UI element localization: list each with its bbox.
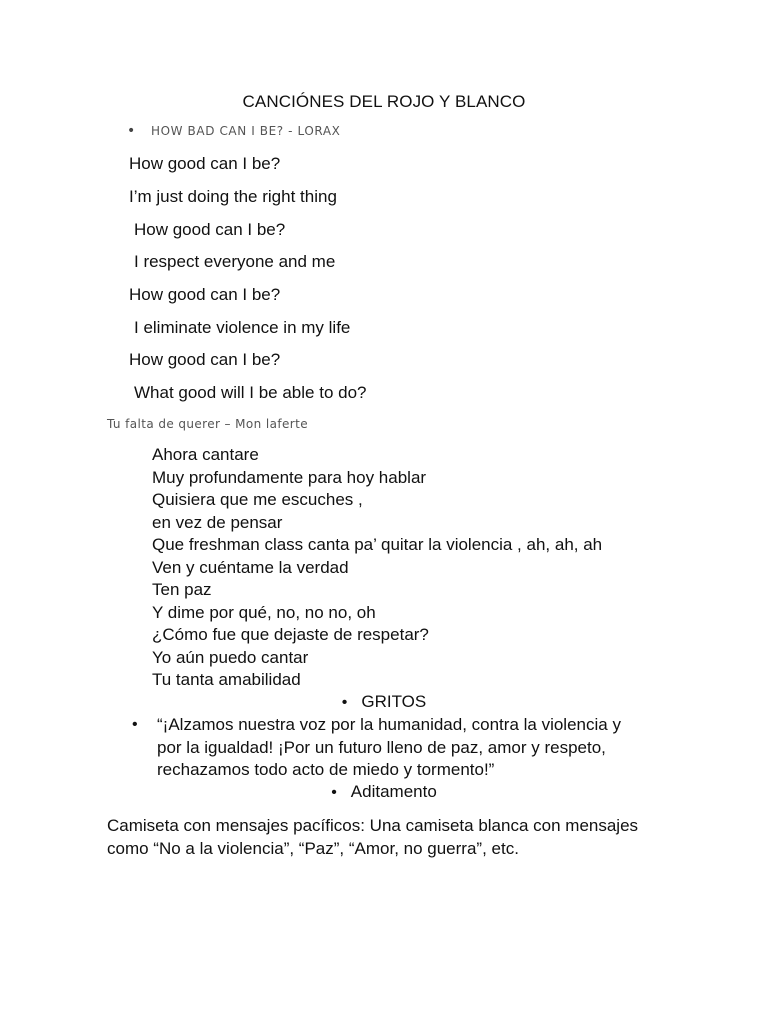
aditamento-heading <box>0 782 768 802</box>
gritos-heading <box>0 692 768 712</box>
song1-line: I respect everyone and me <box>134 252 336 271</box>
song2-stanza <box>152 444 602 692</box>
song1-line: How good can I be? <box>129 350 281 369</box>
song1-line: What good will I be able to do? <box>134 383 367 402</box>
song1-line: I’m just doing the right thing <box>129 187 337 206</box>
song1-heading-text: HOW BAD CAN I BE? - LORAX <box>151 124 341 138</box>
gritos-item <box>130 714 650 782</box>
song1-line: I eliminate violence in my life <box>134 318 351 337</box>
song1-heading <box>127 123 341 139</box>
aditamento-text: Camiseta con mensajes pacíficos: Una camiseta blanca con mensajes como “No a la violencia”, “Paz”, “Amor, no guerra”, etc. <box>107 816 639 858</box>
song2-line: Yo aún puedo cantar <box>152 647 309 667</box>
song2-line: Tu tanta amabilidad <box>152 670 301 689</box>
song2-line: ¿Cómo fue que dejaste de respetar? <box>152 625 429 644</box>
bullet-icon: • <box>132 716 138 733</box>
song2-heading: Tu falta de querer – Mon laferte <box>107 417 308 431</box>
bullet-icon: • <box>127 123 136 139</box>
song2-line: en vez de pensar <box>152 512 283 532</box>
gritos-text: “¡Alzamos nuestra voz por la humanidad, contra la violencia y por la igualdad! ¡Por un futuro lleno de paz, amor y respeto, rechazamos todo acto de miedo y tormento!” <box>157 715 621 779</box>
song2-line: Muy profundamente para hoy hablar <box>152 467 427 487</box>
aditamento-heading-text: Aditamento <box>350 782 437 801</box>
song1-line: How good can I be? <box>129 285 281 304</box>
bullet-icon: • <box>341 694 348 711</box>
song2-line: Ten paz <box>152 580 212 599</box>
song1-line: How good can I be? <box>129 154 281 173</box>
song2-line: Quisiera que me escuches , <box>152 490 363 509</box>
song2-line: Que freshman class canta pa’ quitar la violencia , ah, ah, ah <box>152 535 603 554</box>
song1-line: How good can I be? <box>134 220 286 239</box>
song2-line: Y dime por qué, no, no no, oh <box>152 602 376 622</box>
bullet-icon: • <box>331 784 337 801</box>
song2-line: Ahora cantare <box>152 445 259 464</box>
song2-line: Ven y cuéntame la verdad <box>152 557 349 577</box>
gritos-heading-text: GRITOS <box>361 692 427 711</box>
document-title: CANCIÓNES DEL ROJO Y BLANCO <box>242 92 526 111</box>
